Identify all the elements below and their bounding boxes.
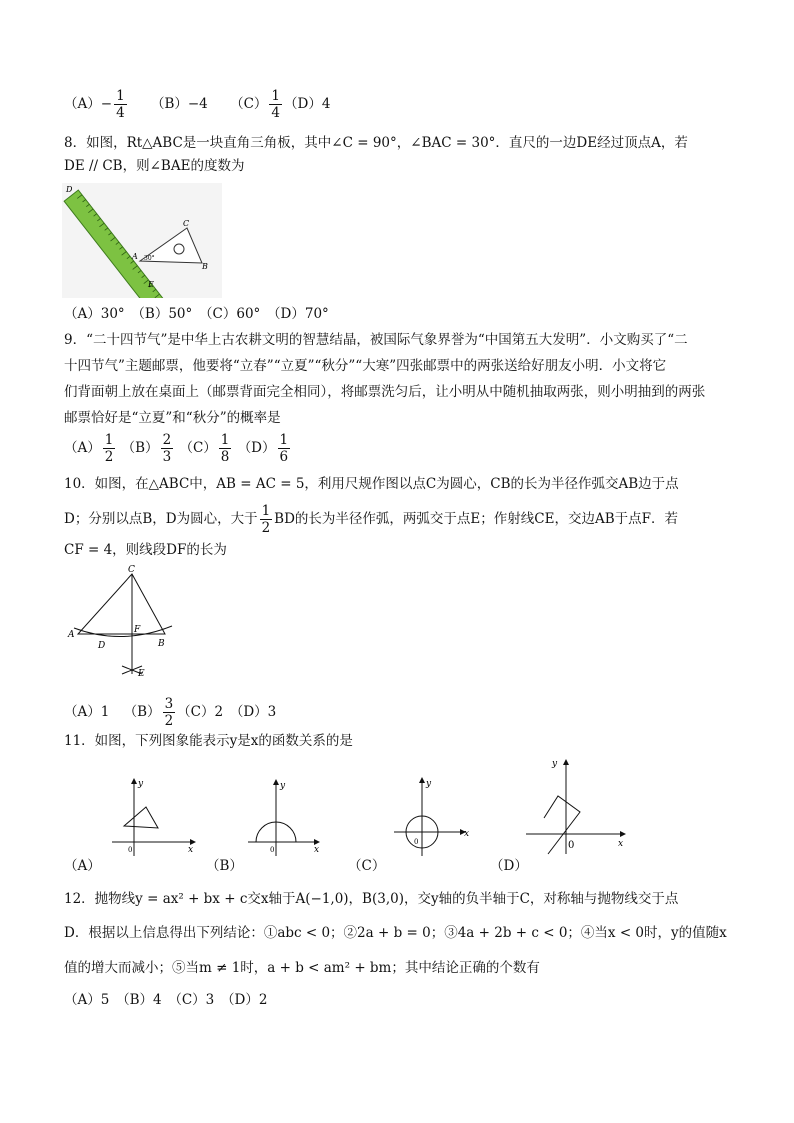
fraction-numerator: 1 [220,432,230,448]
fraction-numerator: 2 [162,432,172,448]
q11-b-origin-label: 0 [270,846,275,854]
q11-caption-a: （A） [64,858,101,874]
q10-label-b: B [158,639,165,649]
q11-b-x-label: x [314,845,320,855]
q9-option-d-label: （D） [237,440,276,456]
q10-line2-part2: BD的长为半径作弧，两弧交于点E；作射线CE，交边AB于点F．若 [274,511,678,527]
q10-option-a: （A）1 [64,704,110,720]
q7-option-b: （B）−4 [150,96,208,112]
q10-option-cd: （C）2 （D）3 [177,704,277,720]
q11-c-y-label: y [426,779,432,789]
q11-d-x-label: x [618,839,624,849]
q10-label-e: E [138,669,145,679]
q9-option-d-fraction [278,432,291,465]
q10-line2-part1: D；分别以点B，D为圆心，大于 [64,511,258,527]
q10-option-b-fraction [163,696,176,729]
q8-angle-label: 30° [144,255,155,262]
q11-a-y-label: y [138,779,144,789]
q7-option-a-label: （A） [64,96,101,112]
q7-option-c-label: （C） [230,96,268,112]
fraction-numerator: 1 [279,432,289,448]
q12-text-line2: D．根据以上信息得出下列结论：①abc < 0；②2a + b = 0；③4a + 2b + c < 0；④当x < 0时，y的值随x [64,925,727,941]
q10-option-b-label: （B） [123,704,161,720]
q11-text-line1: 11．如图，下列图象能表示y是x的函数关系的是 [64,733,353,749]
fraction-denominator: 2 [164,713,174,729]
fraction-denominator: 4 [116,105,125,121]
q8-text-line1: 8．如图，Rt△ABC是一块直角三角板，其中∠C = 90°，∠BAC = 30°．直尺的一边DE经过顶点A，若 [64,135,688,151]
q11-a-x-label: x [188,845,194,855]
q11-caption-d: （D） [490,858,528,874]
q10-text-line2 [64,503,678,536]
fraction-numerator: 1 [261,503,271,519]
q11-c-x-label: x [464,829,470,839]
q11-graph-b [244,776,334,858]
q7-option-d: （D）4 [284,96,331,112]
q12-options: （A）5 （B）4 （C）3 （D）2 [64,992,268,1008]
q10-text-line3: CF = 4，则线段DF的长为 [64,542,227,558]
fraction-denominator: 8 [220,449,230,465]
q7-option-c-fraction [269,88,282,121]
q10-options [64,696,276,729]
q8-options: （A）30° （B）50° （C）60° （D）70° [64,306,329,322]
q8-label-c: C [183,219,190,228]
q11-caption-b: （B） [206,858,243,874]
fraction-numerator: 1 [271,88,281,104]
q9-text-line4: 邮票恰好是“立夏”和“秋分”的概率是 [64,410,281,426]
q11-d-y-label: y [552,759,558,769]
q9-options [64,432,292,465]
fraction-numerator: 1 [104,432,114,448]
q11-a-origin-label: 0 [128,846,133,854]
q8-label-a: A [132,252,138,261]
q7-options [64,88,330,121]
q9-option-a-fraction [103,432,116,465]
q11-b-y-label: y [280,781,286,791]
q9-text-line2: 十四节气”主题邮票，他要将“立春”“立夏”“秋分”“大寒”四张邮票中的两张送给好朋友小明．小文将它 [64,358,667,374]
fraction-denominator: 2 [104,449,114,465]
q7-option-a-fraction [114,88,127,121]
fraction-denominator: 3 [162,449,172,465]
q8-text-line2: DE // CB，则∠BAE的度数为 [64,158,245,174]
q10-label-d: D [98,641,106,651]
q9-option-b-label: （B） [121,440,159,456]
q7-option-a-sign: − [100,96,113,112]
fraction-numerator: 1 [116,88,125,104]
q8-ruler-triangle-figure [62,183,222,298]
q11-caption-c: （C） [348,858,386,874]
fraction-denominator: 6 [279,449,289,465]
q10-label-f: F [134,625,141,635]
q11-d-origin-label: 0 [568,840,575,851]
fraction-numerator: 3 [164,696,174,712]
q12-text-line3: 值的增大而减小；⑤当m ≠ 1时，a + b < am² + bm；其中结论正确的个数有 [64,960,540,976]
q8-label-d: D [66,185,73,194]
q9-text-line3: 们背面朝上放在桌面上（邮票背面完全相同），将邮票洗匀后，让小明从中随机抽取两张，则小明抽到的两张 [64,384,706,400]
q11-graph-c [390,772,480,858]
q9-option-a-label: （A） [64,440,101,456]
q10-label-a: A [68,630,75,640]
q9-option-c-fraction [219,432,232,465]
q9-option-b-fraction [161,432,174,465]
q10-triangle-figure [62,562,192,684]
q8-label-e: E [148,280,154,289]
q9-option-c-label: （C） [179,440,217,456]
q8-label-b: B [202,262,208,271]
q10-text-line1: 10．如图，在△ABC中，AB = AC = 5，利用尺规作图以点C为圆心，CB的长为半径作弧交AB边于点 [64,476,679,492]
q10-label-c: C [128,565,135,575]
fraction-denominator: 4 [271,105,281,121]
q9-text-line1: 9．“二十四节气”是中华上古农耕文明的智慧结晶，被国际气象界誉为“中国第五大发明”．小文购买了“二 [64,332,688,348]
q10-half-fraction [260,503,273,536]
q11-c-origin-label: 0 [414,838,419,846]
q12-text-line1: 12．抛物线y = ax² + bx + c交x轴于A(−1,0)，B(3,0)，交y轴的负半轴于C，对称轴与抛物线交于点 [64,891,679,907]
q11-graph-d [522,754,634,858]
fraction-denominator: 2 [261,520,271,536]
q11-graph-a [108,776,200,858]
